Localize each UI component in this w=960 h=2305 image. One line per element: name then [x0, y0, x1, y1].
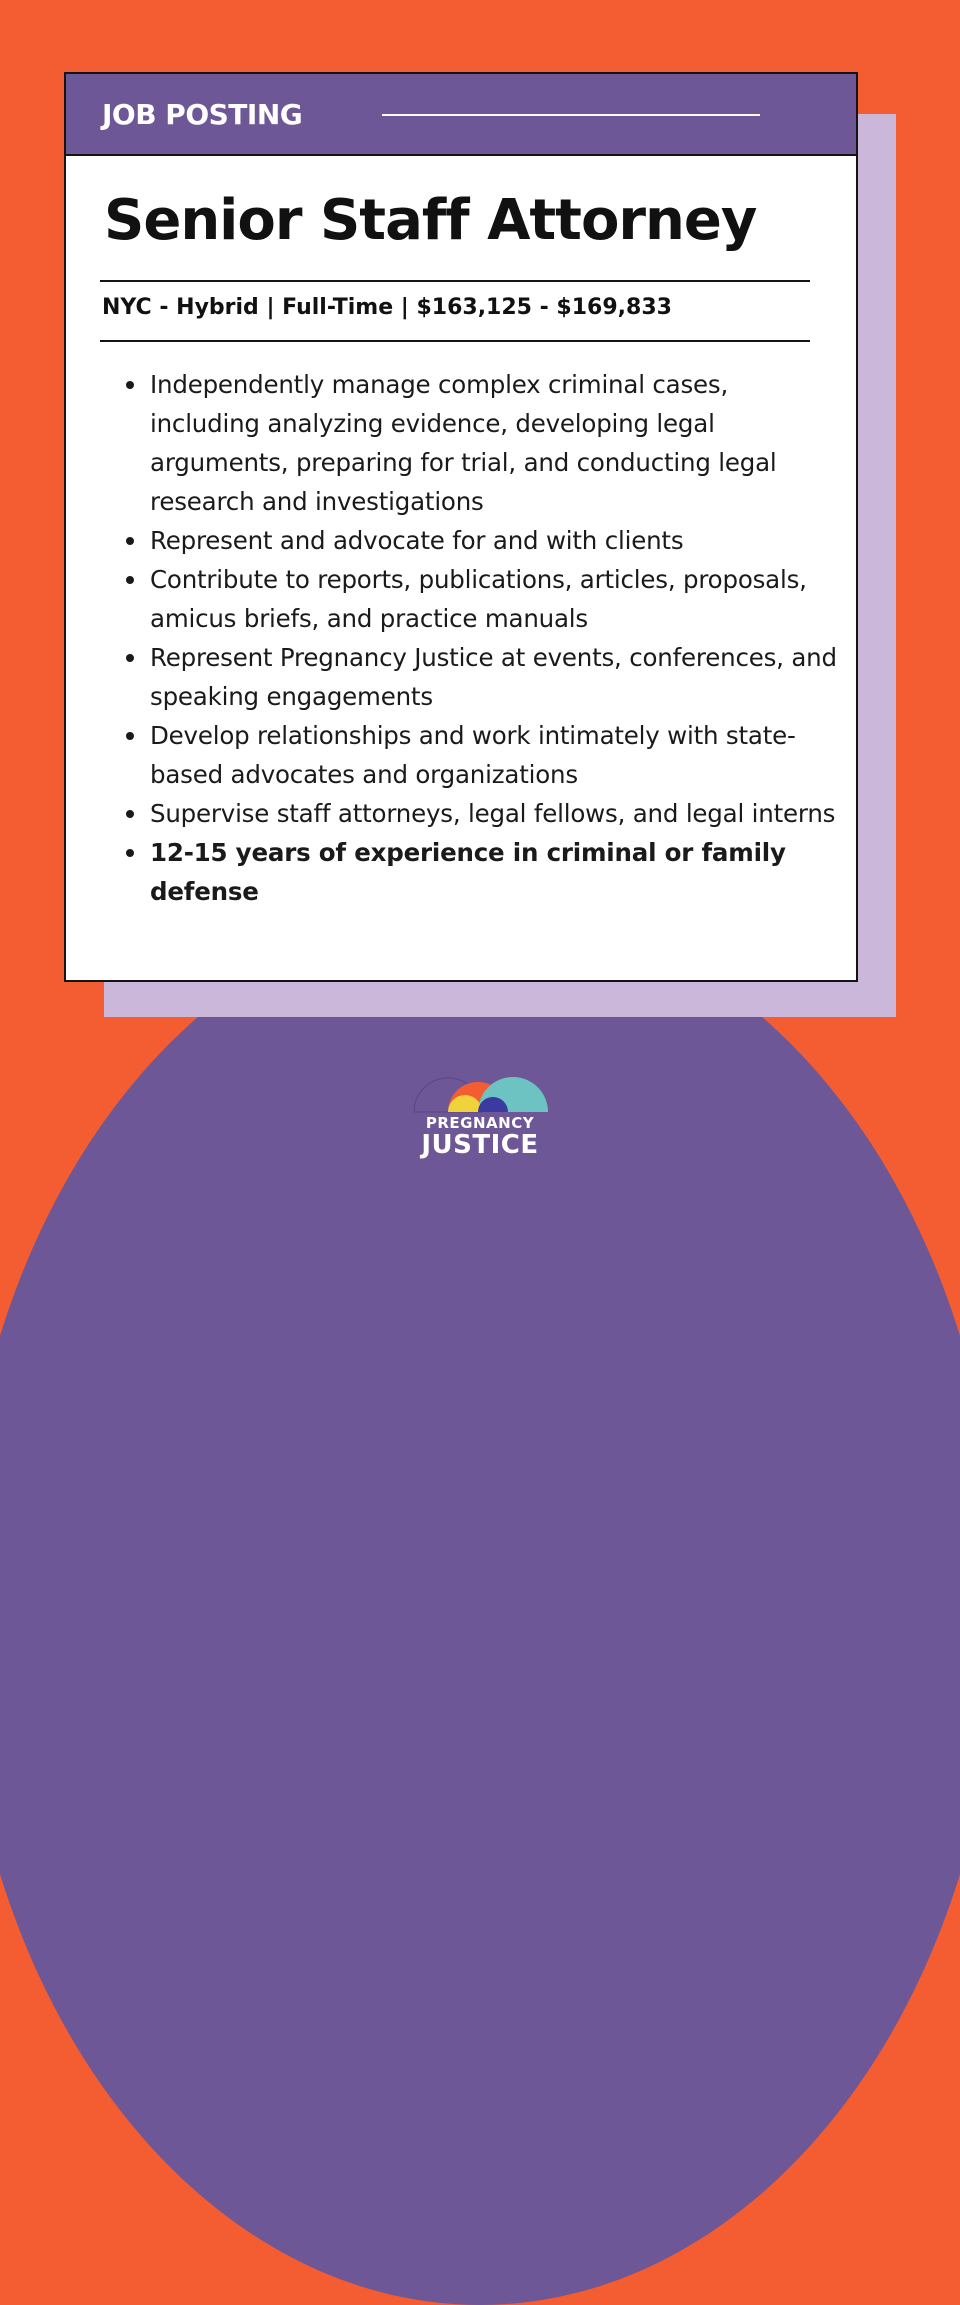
bullet-icon	[126, 654, 134, 662]
bullet-icon	[126, 576, 134, 584]
job-details: NYC - Hybrid | Full-Time | $163,125 - $169,833	[102, 295, 672, 320]
card-header	[66, 74, 856, 156]
duty-text: Contribute to reports, publications, articles, proposals, amicus briefs, and practice manuals	[150, 565, 807, 633]
pregnancy-justice-logo	[412, 1070, 548, 1160]
header-divider	[382, 114, 760, 116]
list-item	[150, 716, 840, 794]
job-posting-card	[64, 72, 858, 982]
duty-text: Represent and advocate for and with clients	[150, 526, 684, 555]
list-item	[150, 365, 840, 521]
list-item	[150, 638, 840, 716]
bullet-icon	[126, 381, 134, 389]
bullet-icon	[126, 732, 134, 740]
duty-text: 12-15 years of experience in criminal or family defense	[150, 838, 786, 906]
list-item	[150, 521, 840, 560]
overlapping-arches-logo-icon	[412, 1070, 548, 1114]
duty-text: Represent Pregnancy Justice at events, conferences, and speaking engagements	[150, 643, 837, 711]
list-item	[150, 560, 840, 638]
bullet-icon	[126, 537, 134, 545]
bullet-icon	[126, 810, 134, 818]
list-item	[150, 794, 840, 833]
duty-text: Develop relationships and work intimately with state-based advocates and organizations	[150, 721, 796, 789]
logo-text-pregnancy: PREGNANCY	[425, 1114, 535, 1132]
details-bottom-divider	[100, 340, 810, 342]
header-label: JOB POSTING	[102, 98, 303, 131]
bullet-icon	[126, 849, 134, 857]
list-item-requirement	[150, 833, 840, 911]
logo-text-justice: JUSTICE	[421, 1130, 539, 1160]
details-top-divider	[100, 280, 810, 282]
duties-list	[150, 365, 840, 911]
duty-text: Supervise staff attorneys, legal fellows, and legal interns	[150, 799, 836, 828]
job-title: Senior Staff Attorney	[104, 188, 757, 253]
duty-text: Independently manage complex criminal cases, including analyzing evidence, developing legal arguments, preparing for trial, and conducting legal research and investigations	[150, 370, 777, 516]
